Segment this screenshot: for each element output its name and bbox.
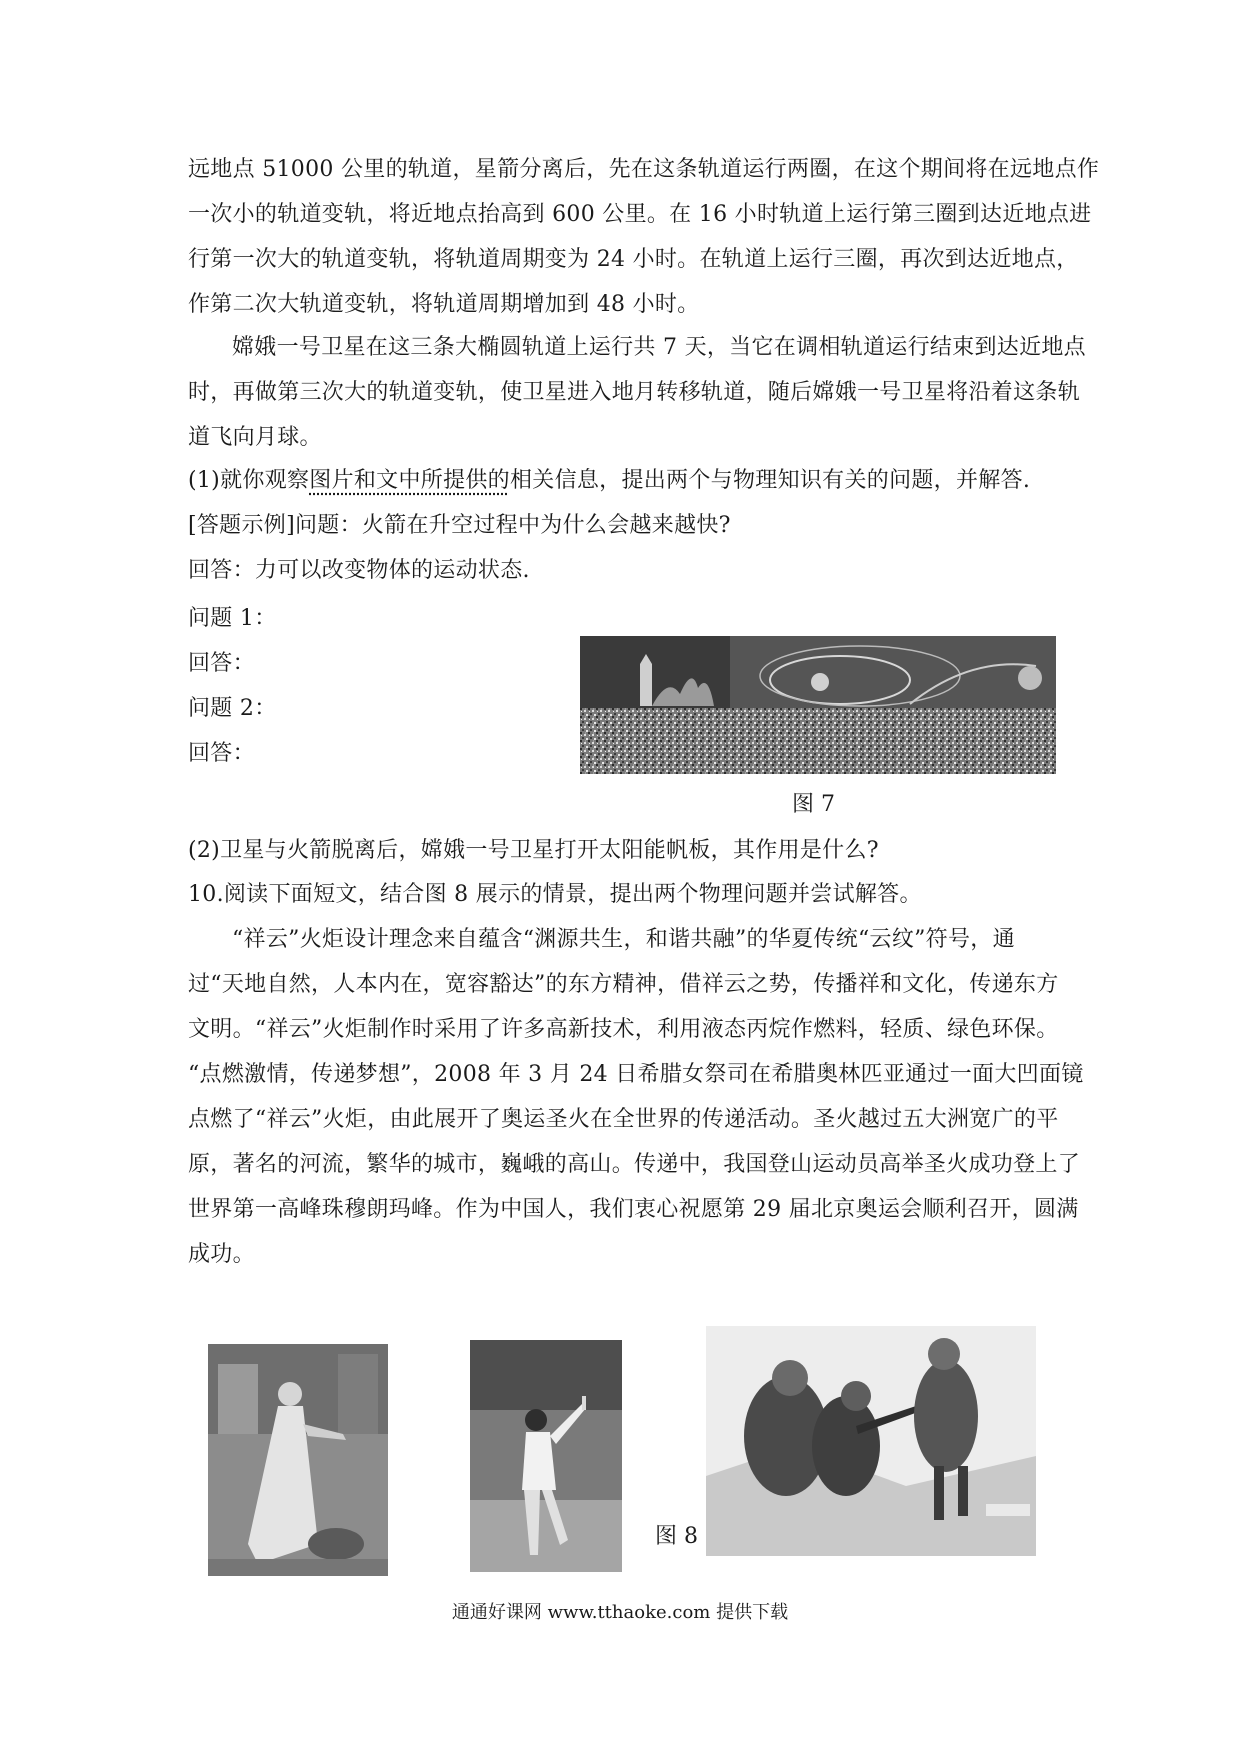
paragraph1-line: 一次小的轨道变轨，将近地点抬高到 600 公里。在 16 小时轨道上运行第三圈到达近地点进 bbox=[188, 202, 1092, 227]
example-question: [答题示例]问题：火箭在升空过程中为什么会越来越快? bbox=[188, 513, 731, 538]
blank-question-2: 问题 2： bbox=[188, 696, 277, 721]
question-1-dotted-emphasis: 图片和文中所提供的 bbox=[309, 468, 510, 493]
paragraph3-line: 过“天地自然，人本内在，宽容豁达”的东方精神，借祥云之势，传播祥和文化，传递东方 bbox=[188, 972, 1059, 997]
footer-credit: 通通好课网 www.tthaoke.com 提供下载 bbox=[451, 1602, 789, 1623]
paragraph3-line: 原，著名的河流，繁华的城市，巍峨的高山。传递中，我国登山运动员高举圣火成功登上了 bbox=[188, 1152, 1081, 1177]
blank-answer-1: 回答： bbox=[188, 651, 255, 676]
priestess-photo bbox=[208, 1344, 388, 1576]
paragraph2-line: 嫦娥一号卫星在这三条大椭圆轨道上运行共 7 天，当它在调相轨道运行结束到达近地点 bbox=[232, 335, 1086, 360]
paragraph3-line: “点燃激情，传递梦想”，2008 年 3 月 24 日希腊女祭司在希腊奥林匹亚通过一面大凹面镜 bbox=[188, 1062, 1084, 1087]
paragraph1-line: 远地点 51000 公里的轨道，星箭分离后，先在这条轨道运行两圈，在这个期间将在远地点作 bbox=[188, 157, 1100, 182]
paragraph3-line: “祥云”火炬设计理念来自蕴含“渊源共生，和谐共融”的华夏传统“云纹”符号，通 bbox=[232, 927, 1015, 952]
example-answer: 回答：力可以改变物体的运动状态. bbox=[188, 558, 530, 583]
blank-answer-2: 回答： bbox=[188, 741, 255, 766]
question-2: (2)卫星与火箭脱离后，嫦娥一号卫星打开太阳能帆板，其作用是什么? bbox=[188, 838, 879, 863]
rocket-orbit-diagram bbox=[580, 636, 1056, 774]
paragraph2-line: 道飞向月球。 bbox=[188, 425, 322, 450]
question-10: 10.阅读下面短文，结合图 8 展示的情景，提出两个物理问题并尝试解答。 bbox=[188, 882, 922, 907]
figure-7-caption: 图 7 bbox=[792, 792, 835, 817]
paragraph1-line: 作第二次大轨道变轨，将轨道周期增加到 48 小时。 bbox=[188, 292, 700, 317]
question-1-suffix: 相关信息，提出两个与物理知识有关的问题，并解答. bbox=[509, 468, 1031, 493]
paragraph3-line: 成功。 bbox=[188, 1242, 255, 1267]
paragraph3-line: 文明。“祥云”火炬制作时采用了许多高新技术，利用液态丙烷作燃料，轻质、绿色环保。 bbox=[188, 1017, 1059, 1042]
climbers-photo bbox=[706, 1326, 1036, 1556]
paragraph2-line: 时，再做第三次大的轨道变轨，使卫星进入地月转移轨道，随后嫦娥一号卫星将沿着这条轨 bbox=[188, 380, 1081, 405]
paragraph3-line: 点燃了“祥云”火炬，由此展开了奥运圣火在全世界的传递活动。圣火越过五大洲宽广的平 bbox=[188, 1107, 1059, 1132]
runner-photo bbox=[470, 1340, 622, 1572]
blank-question-1: 问题 1： bbox=[188, 606, 277, 631]
priestess-lighting-torch-image bbox=[208, 1344, 388, 1576]
torch-runner-image bbox=[470, 1340, 622, 1572]
everest-climbers-image bbox=[706, 1326, 1036, 1556]
figure-7-image bbox=[580, 636, 1056, 774]
paragraph1-line: 行第一次大的轨道变轨，将轨道周期变为 24 小时。在轨道上运行三圈，再次到达近地点， bbox=[188, 247, 1079, 272]
question-1-prefix: (1)就你观察 bbox=[188, 468, 310, 493]
question-1-line bbox=[188, 466, 1058, 496]
figure-8-caption: 图 8 bbox=[655, 1524, 698, 1549]
paragraph3-line: 世界第一高峰珠穆朗玛峰。作为中国人，我们衷心祝愿第 29 届北京奥运会顺利召开，圆满 bbox=[188, 1197, 1079, 1222]
